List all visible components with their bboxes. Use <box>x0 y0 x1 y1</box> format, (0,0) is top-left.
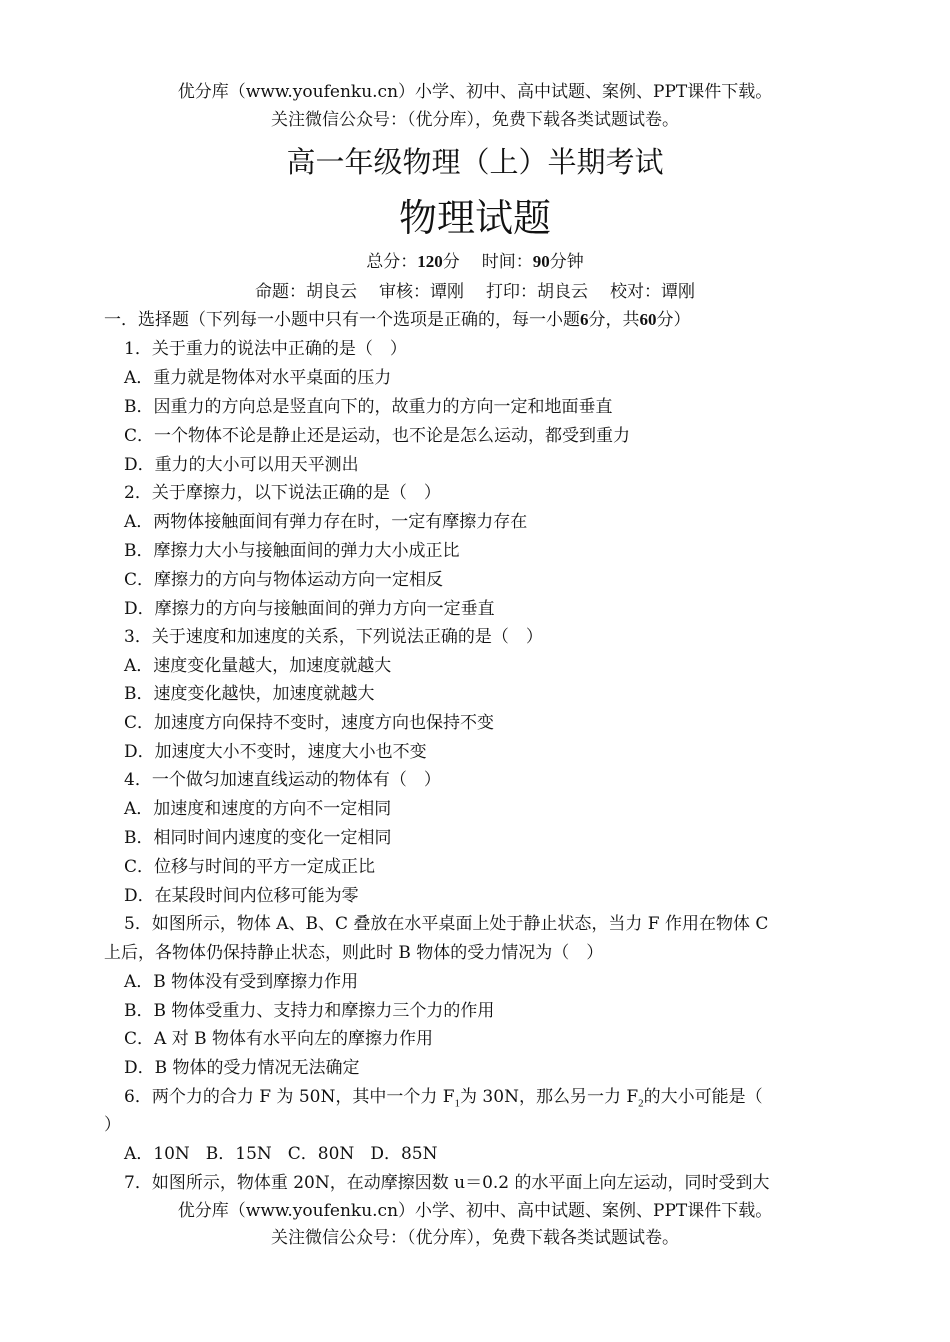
question-6-option-d: D．85N <box>370 1144 438 1164</box>
exam-title: 高一年级物理（上）半期考试 <box>286 145 664 179</box>
question-2-option-a: A．两物体接触面间有弹力存在时，一定有摩擦力存在 <box>124 512 528 532</box>
question-5-stem-line-2: 上后，各物体仍保持静止状态，则此时 B 物体的受力情况为（ ） <box>104 943 604 963</box>
time-unit: 分钟 <box>549 252 584 272</box>
question-4-option-d: D．在某段时间内位移可能为零 <box>124 886 359 906</box>
footer-line-2: 关注微信公众号：（优分库），免费下载各类试题试卷。 <box>271 1228 679 1248</box>
question-1-option-c: C．一个物体不论是静止还是运动，也不论是怎么运动，都受到重力 <box>124 426 631 446</box>
staff-author: 命题：胡良云 <box>255 282 357 302</box>
staff-printer: 打印：胡良云 <box>486 282 588 302</box>
question-6-option-c: C．80N <box>287 1144 355 1164</box>
header-line-1: 优分库（www.youfenku.cn）小学、初中、高中试题、案例、PPT课件下载。 <box>177 82 773 102</box>
question-6-option-b: B．15N <box>205 1144 272 1164</box>
question-5-option-a: A．B 物体没有受到摩擦力作用 <box>124 972 359 992</box>
question-6-options <box>124 1141 437 1167</box>
question-3-option-d: D．加速度大小不变时，速度大小也不变 <box>124 742 427 762</box>
question-5-stem-line-1: 5．如图所示，物体 A、B、C 叠放在水平桌面上处于静止状态，当力 F 作用在物体 C <box>124 914 769 934</box>
question-5-option-b: B．B 物体受重力、支持力和摩擦力三个力的作用 <box>124 1001 495 1021</box>
question-1-option-b: B．因重力的方向总是竖直向下的，故重力的方向一定和地面垂直 <box>124 397 613 417</box>
footer-line-1: 优分库（www.youfenku.cn）小学、初中、高中试题、案例、PPT课件下载。 <box>177 1201 773 1221</box>
question-2-option-c: C．摩擦力的方向与物体运动方向一定相反 <box>124 570 444 590</box>
question-2-option-d: D．摩擦力的方向与接触面间的弹力方向一定垂直 <box>124 599 495 619</box>
section-heading: 一．选择题（下列每一小题中只有一个选项是正确的，每一小题6分，共60分） <box>104 310 691 330</box>
question-4-stem: 4．一个做匀加速直线运动的物体有（ ） <box>124 770 441 790</box>
question-6-stem-line-2: ） <box>104 1115 121 1135</box>
staff-proofreader: 校对：谭刚 <box>610 282 695 302</box>
time-label: 时间： <box>481 252 533 272</box>
time-value: 90 <box>532 252 550 271</box>
score-label: 总分： <box>366 252 418 272</box>
score-time-line <box>0 249 950 275</box>
question-1-option-a: A．重力就是物体对水平桌面的压力 <box>124 368 392 388</box>
header-line-2: 关注微信公众号：（优分库），免费下载各类试题试卷。 <box>271 110 679 130</box>
question-7-stem: 7．如图所示，物体重 20N，在动摩擦因数 u＝0.2 的水平面上向左运动，同时受到大 <box>124 1173 770 1193</box>
question-1-stem: 1．关于重力的说法中正确的是（ ） <box>124 339 407 359</box>
question-5-option-d: D．B 物体的受力情况无法确定 <box>124 1058 360 1078</box>
score-unit: 分 <box>442 252 460 272</box>
question-4-option-c: C．位移与时间的平方一定成正比 <box>124 857 376 877</box>
question-2-option-b: B．摩擦力大小与接触面间的弹力大小成正比 <box>124 541 460 561</box>
exam-subtitle: 物理试题 <box>398 196 551 240</box>
question-4-option-b: B．相同时间内速度的变化一定相同 <box>124 828 392 848</box>
question-3-stem: 3．关于速度和加速度的关系，下列说法正确的是（ ） <box>124 627 543 647</box>
score-value: 120 <box>417 252 443 271</box>
question-3-option-a: A．速度变化量越大，加速度就越大 <box>124 656 392 676</box>
question-2-stem: 2．关于摩擦力，以下说法正确的是（ ） <box>124 483 441 503</box>
question-3-option-c: C．加速度方向保持不变时，速度方向也保持不变 <box>124 713 495 733</box>
question-1-option-d: D．重力的大小可以用天平测出 <box>124 455 359 475</box>
question-6-stem-line-1: 6．两个力的合力 F 为 50N，其中一个力 $F_1$为 30N，那么另一力 $F_2$的大小可能是（ <box>124 1087 763 1110</box>
staff-reviewer: 审核：谭刚 <box>379 282 464 302</box>
staff-line <box>0 279 950 305</box>
question-4-option-a: A．加速度和速度的方向不一定相同 <box>124 799 392 819</box>
question-6-option-a: A．10N <box>124 1144 190 1164</box>
question-5-option-c: C．A 对 B 物体有水平向左的摩擦力作用 <box>124 1029 433 1049</box>
question-3-option-b: B．速度变化越快，加速度就越大 <box>124 684 375 704</box>
